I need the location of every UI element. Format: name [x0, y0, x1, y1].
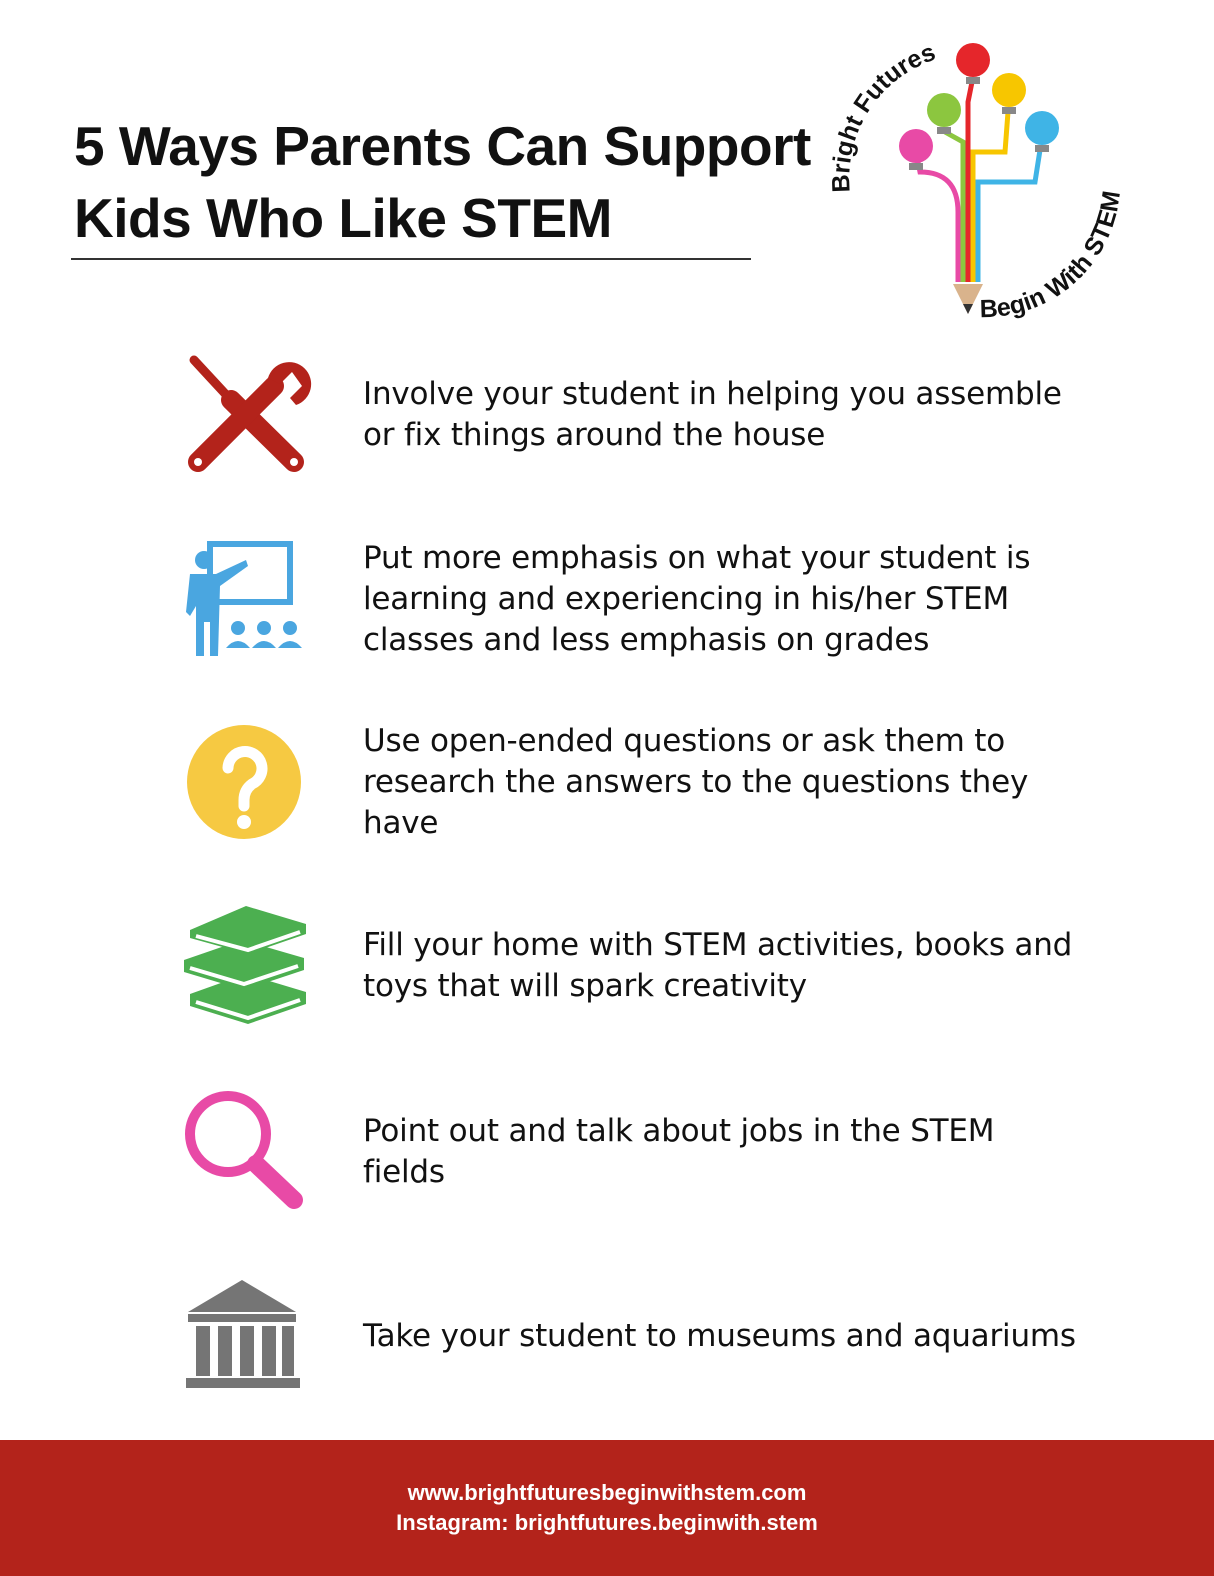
- page-title: [74, 110, 811, 254]
- books-icon: [176, 900, 316, 1030]
- tip-line: fields: [363, 1154, 445, 1190]
- svg-text:Begin With STEM: [979, 189, 1126, 323]
- tip-line: Put more emphasis on what your student is: [363, 540, 1031, 576]
- tip-text-3: [363, 721, 1083, 844]
- tip-text-5: [363, 1111, 1083, 1193]
- tip-line: Point out and talk about jobs in the STEM: [363, 1113, 995, 1149]
- tip-line: Use open-ended questions or ask them to: [363, 723, 1006, 759]
- tip-line: toys that will spark creativity: [363, 968, 807, 1004]
- title-divider: [71, 258, 751, 260]
- tip-line: Involve your student in helping you assemble: [363, 376, 1062, 412]
- tip-line: Fill your home with STEM activities, books and: [363, 927, 1073, 963]
- tip-text-4: [363, 925, 1083, 1007]
- title-line-2: Kids Who Like STEM: [74, 187, 612, 249]
- magnifier-icon: [176, 1086, 316, 1216]
- logo-graphic: [820, 22, 1140, 332]
- footer-instagram: Instagram: brightfutures.beginwith.stem: [396, 1510, 818, 1535]
- tip-line: Take your student to museums and aquariums: [363, 1318, 1076, 1354]
- tools-icon: [176, 350, 316, 480]
- teacher-icon: [176, 536, 316, 666]
- tip-line: classes and less emphasis on grades: [363, 622, 930, 658]
- tip-text-2: [363, 538, 1083, 661]
- tip-line: have: [363, 805, 439, 841]
- museum-icon: [176, 1276, 316, 1406]
- logo-arc-top: Bright Futures: [826, 38, 940, 193]
- title-line-1: 5 Ways Parents Can Support: [74, 115, 811, 177]
- tip-line: or fix things around the house: [363, 417, 826, 453]
- tip-line: learning and experiencing in his/her STEM: [363, 581, 1010, 617]
- footer-website: www.brightfuturesbeginwithstem.com: [407, 1480, 807, 1505]
- footer: [0, 1440, 1214, 1576]
- question-icon: [176, 718, 316, 848]
- tip-text-1: [363, 374, 1083, 456]
- logo-arc-bottom: Begin With STEM: [979, 188, 1127, 324]
- tip-text-6: [363, 1316, 1083, 1357]
- bright-futures-logo: [820, 22, 1140, 332]
- tip-line: research the answers to the questions they: [363, 764, 1029, 800]
